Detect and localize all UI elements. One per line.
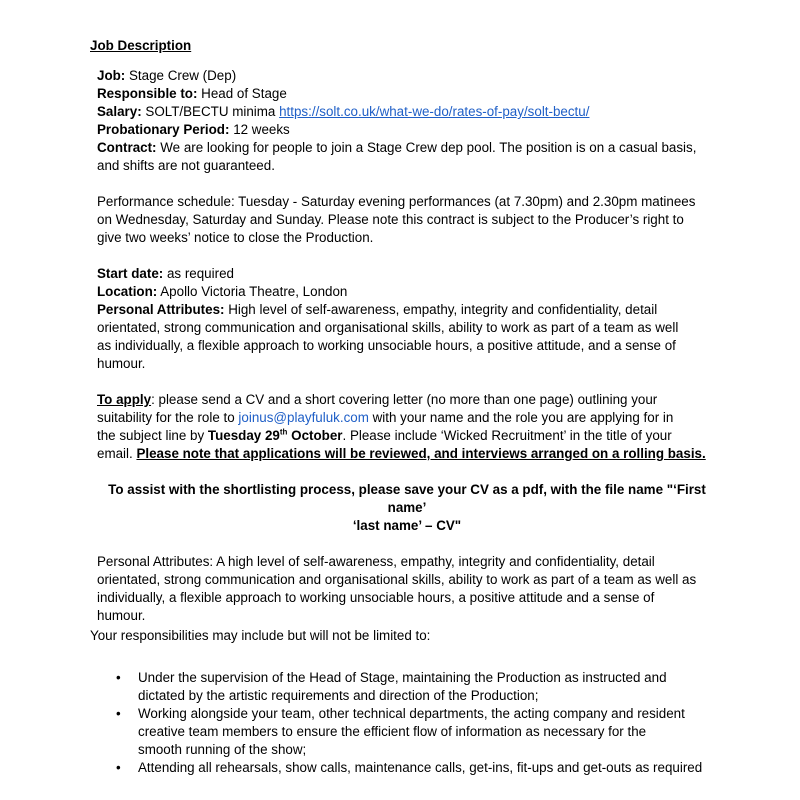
apply-line-4 [97, 445, 717, 463]
responsibilities-intro: Your responsibilities may include but will not be limited to: [90, 628, 431, 643]
list-item [116, 705, 716, 759]
job-label: Job: [97, 68, 126, 83]
responsible-value: Head of Stage [201, 86, 287, 101]
attributes2-line-3: individually, a flexible approach to working unsociable hours, a positive attitude and a sense of [97, 590, 655, 605]
apply-text-3b: . Please include ‘Wicked Recruitment’ in the title of your [342, 428, 672, 443]
schedule-line-1: Performance schedule: Tuesday - Saturday evening performances (at 7.30pm) and 2.30pm matinees [97, 194, 696, 209]
salary-line [97, 103, 717, 121]
apply-line-2 [97, 409, 717, 427]
attributes2-line-2: orientated, strong communication and organisational skills, ability to work as part of a team as well as [97, 572, 697, 587]
apply-text-1: : please send a CV and a short covering letter (no more than one page) outlining your [151, 392, 658, 407]
job-description-heading: Job Description [90, 38, 192, 53]
shortlist-line-2: ‘last name’ – CV" [352, 518, 462, 533]
apply-text-2a: suitability for the role to [97, 410, 239, 425]
start-value: as required [166, 266, 234, 281]
apply-text-3a: the subject line by [97, 428, 208, 443]
list-item [116, 759, 716, 777]
attributes-line-3: as individually, a flexible approach to working unsociable hours, a positive attitude, and a sense of [97, 338, 676, 353]
list-item-line: dictated by the artistic requirements and direction of the Production; [138, 688, 539, 703]
start-location-attributes [97, 265, 717, 373]
location-line [97, 283, 717, 301]
responsible-label: Responsible to: [97, 86, 198, 101]
apply-email-link[interactable]: joinus@playfuluk.com [238, 410, 369, 425]
list-item-line: Attending all rehearsals, show calls, maintenance calls, get-ins, fit-ups and get-outs as required [138, 760, 703, 775]
apply-deadline [208, 428, 343, 443]
location-label: Location: [97, 284, 158, 299]
how-to-apply [97, 391, 717, 463]
contract-label: Contract: [97, 140, 157, 155]
list-item-line: Working alongside your team, other technical departments, the acting company and resident [138, 706, 685, 721]
job-line [97, 67, 717, 85]
personal-attributes-repeat [97, 553, 717, 625]
list-item [116, 669, 716, 705]
contract-line-2: and shifts are not guaranteed. [97, 158, 275, 173]
bullet-icon: • [116, 670, 121, 685]
location-value: Apollo Victoria Theatre, London [160, 284, 348, 299]
list-item-line: Under the supervision of the Head of Stage, maintaining the Production as instructed and [138, 670, 667, 685]
schedule-line-2: on Wednesday, Saturday and Sunday. Please note this contract is subject to the Producer’s right to [97, 212, 684, 227]
apply-text-4a: email. [97, 446, 137, 461]
apply-deadline-day: Tuesday 29 [207, 428, 280, 443]
start-line [97, 265, 717, 283]
job-summary [97, 67, 717, 175]
attributes-line-2: orientated, strong communication and organisational skills, ability to work as part of a team as well [97, 320, 679, 335]
contract-text-1: We are looking for people to join a Stage Crew dep pool. The position is on a casual basis, [160, 140, 697, 155]
rolling-basis-note: Please note that applications will be reviewed, and interviews arranged on a rolling basis. [136, 446, 706, 461]
attributes-text-1: High level of self-awareness, empathy, integrity and confidentiality, detail [228, 302, 658, 317]
job-details [97, 67, 717, 643]
responsible-line [97, 85, 717, 103]
salary-label: Salary: [97, 104, 142, 119]
start-label: Start date: [97, 266, 164, 281]
responsibilities-list [116, 669, 716, 777]
probation-label: Probationary Period: [97, 122, 230, 137]
apply-line-1 [97, 391, 717, 409]
salary-value: SOLT/BECTU minima [145, 104, 280, 119]
contract-line-1 [97, 139, 717, 157]
attributes-line-1 [97, 301, 717, 319]
bullet-icon: • [116, 760, 121, 775]
attributes-label: Personal Attributes: [97, 302, 225, 317]
apply-text-2b: with your name and the role you are applying for in [368, 410, 674, 425]
probation-value: 12 weeks [233, 122, 290, 137]
shortlisting-note [97, 481, 717, 535]
apply-label: To apply [97, 392, 152, 407]
attributes2-line-1: Personal Attributes: A high level of self-awareness, empathy, integrity and confidentiality, detail [97, 554, 655, 569]
attributes2-line-4: humour. [97, 608, 146, 623]
shortlist-line-1: To assist with the shortlisting process, please save your CV as a pdf, with the file name "‘First name’ [108, 482, 706, 515]
bullet-icon: • [116, 706, 121, 721]
apply-deadline-suffix: th [279, 427, 288, 437]
apply-deadline-month: October [287, 428, 343, 443]
job-value: Stage Crew (Dep) [129, 68, 237, 83]
probation-line [97, 121, 717, 139]
list-item-line: creative team members to ensure the efficient flow of information as necessary for the [138, 724, 647, 739]
list-item-line: smooth running of the show; [138, 742, 307, 757]
performance-schedule [97, 193, 717, 247]
schedule-line-3: give two weeks’ notice to close the Production. [97, 230, 374, 245]
salary-link[interactable]: https://solt.co.uk/what-we-do/rates-of-pay/solt-bectu/ [279, 104, 590, 119]
apply-line-3 [97, 427, 717, 445]
attributes-line-4: humour. [97, 356, 146, 371]
